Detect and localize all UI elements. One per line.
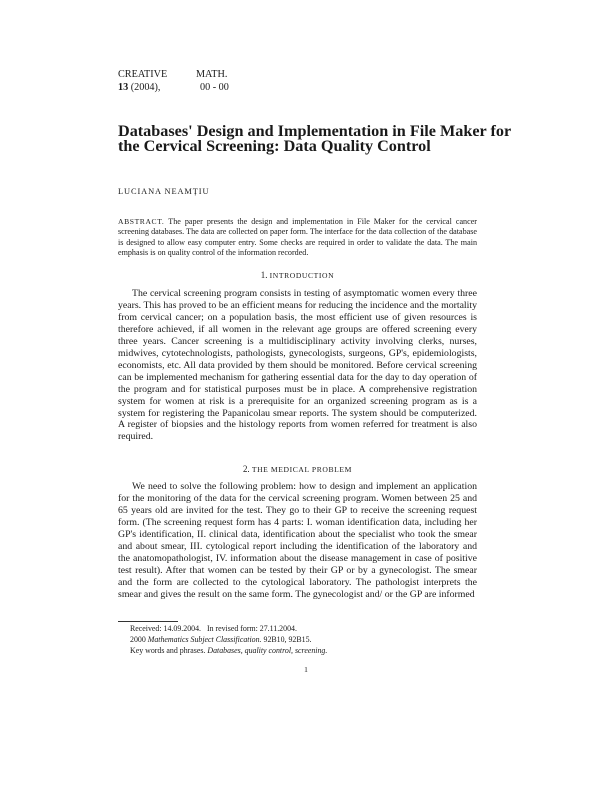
- footnote-dates: [130, 624, 327, 635]
- revised-date: In revised form: 27.11.2004.: [206, 624, 297, 633]
- journal-name-right: MATH.: [196, 69, 228, 80]
- journal-name-left: CREATIVE: [118, 69, 168, 80]
- author-name: LUCIANA NEAMȚIU: [118, 187, 210, 196]
- abstract-label: ABSTRACT.: [118, 217, 165, 226]
- footnote-keywords: [130, 646, 327, 657]
- abstract-text: The paper presents the design and implementation in File Maker for the cervical cancer screening databases. The data are collected on paper form. The interface for the data collection of the database is designed to allow easy computer entry. Some checks are required in order to validate the data. The main emphasis is on quality control of the information recorded.: [118, 217, 477, 258]
- section-title: THE MEDICAL PROBLEM: [251, 465, 352, 474]
- journal-pages: 00 - 00: [200, 81, 229, 93]
- footnote-divider: [118, 621, 178, 622]
- msc-label: Mathematics Subject Classification.: [147, 634, 262, 644]
- introduction-paragraph: The cervical screening program consists in testing of asymptomatic women every three years. This has proved to be an efficient means for reducing the incidence and the mortality from cervical cancer; on a population basis, the most efficient use of given resources is therefore achieved, if all women in the relevant age groups are offered screening every three years. Cancer screening is a multidisciplinary activity involving clerks, nurses, midwives, cytotechnologists, pathologists, gynecologists, surgeons, GP's, epidemiologists, economists, etc. All data provided by them should be monitored. Before cervical screening can be implemented mechanism for gathering essential data for the day to day operation of the program and for statistical purposes must be in place. A comprehensive registration system for women at risk is a prerequisite for an organized screening program as is a system for registering the Papanicolau smear reports. The system should be computerized. A register of biopsies and the histology reports from women referred for treatment is also required.: [118, 288, 477, 443]
- journal-header: [118, 69, 229, 94]
- journal-year: (2004),: [130, 81, 161, 93]
- section-heading-medical-problem: [118, 464, 477, 474]
- page-number: 1: [304, 665, 308, 674]
- msc-year: 2000: [130, 634, 146, 644]
- section-heading-introduction: [118, 270, 477, 280]
- keywords-text: Databases, quality control, screening.: [207, 645, 328, 655]
- section-number: 1.: [260, 270, 268, 280]
- msc-codes: 92B10, 92B15.: [263, 634, 312, 644]
- keywords-label: Key words and phrases.: [130, 645, 206, 655]
- abstract: [118, 217, 477, 259]
- section-title: INTRODUCTION: [269, 271, 335, 280]
- medical-problem-paragraph: We need to solve the following problem: how to design and implement an application for the monitoring of the data for the cervical screening program. Women between 25 and 65 years old are invited for the test. They go to their GP to receive the screening request form. (The screening request form has 4 parts: I. woman identification data, including her GP's identification, II. clinical data, identification about the specialist who took the smear and about smear, III. cytological report including the identification of the laboratory and the anatomopathologist, IV. information about the disease management in case of positive test result). After that women can be tested by their GP or by a gynecologist. The smear and the form are collected to the cytological laboratory. The pathologist interprets the smear and gives the result on the same form. The gynecologist and/ or the GP are informed: [118, 481, 477, 600]
- section-number: 2.: [242, 464, 250, 474]
- footnotes: [130, 624, 327, 656]
- footnote-msc: [130, 635, 327, 646]
- received-date: Received: 14.09.2004.: [130, 624, 202, 633]
- journal-volume: 13: [118, 81, 129, 93]
- paper-title: Databases' Design and Implementation in File Maker for the Cervical Screening: Data Quality Control: [118, 122, 511, 156]
